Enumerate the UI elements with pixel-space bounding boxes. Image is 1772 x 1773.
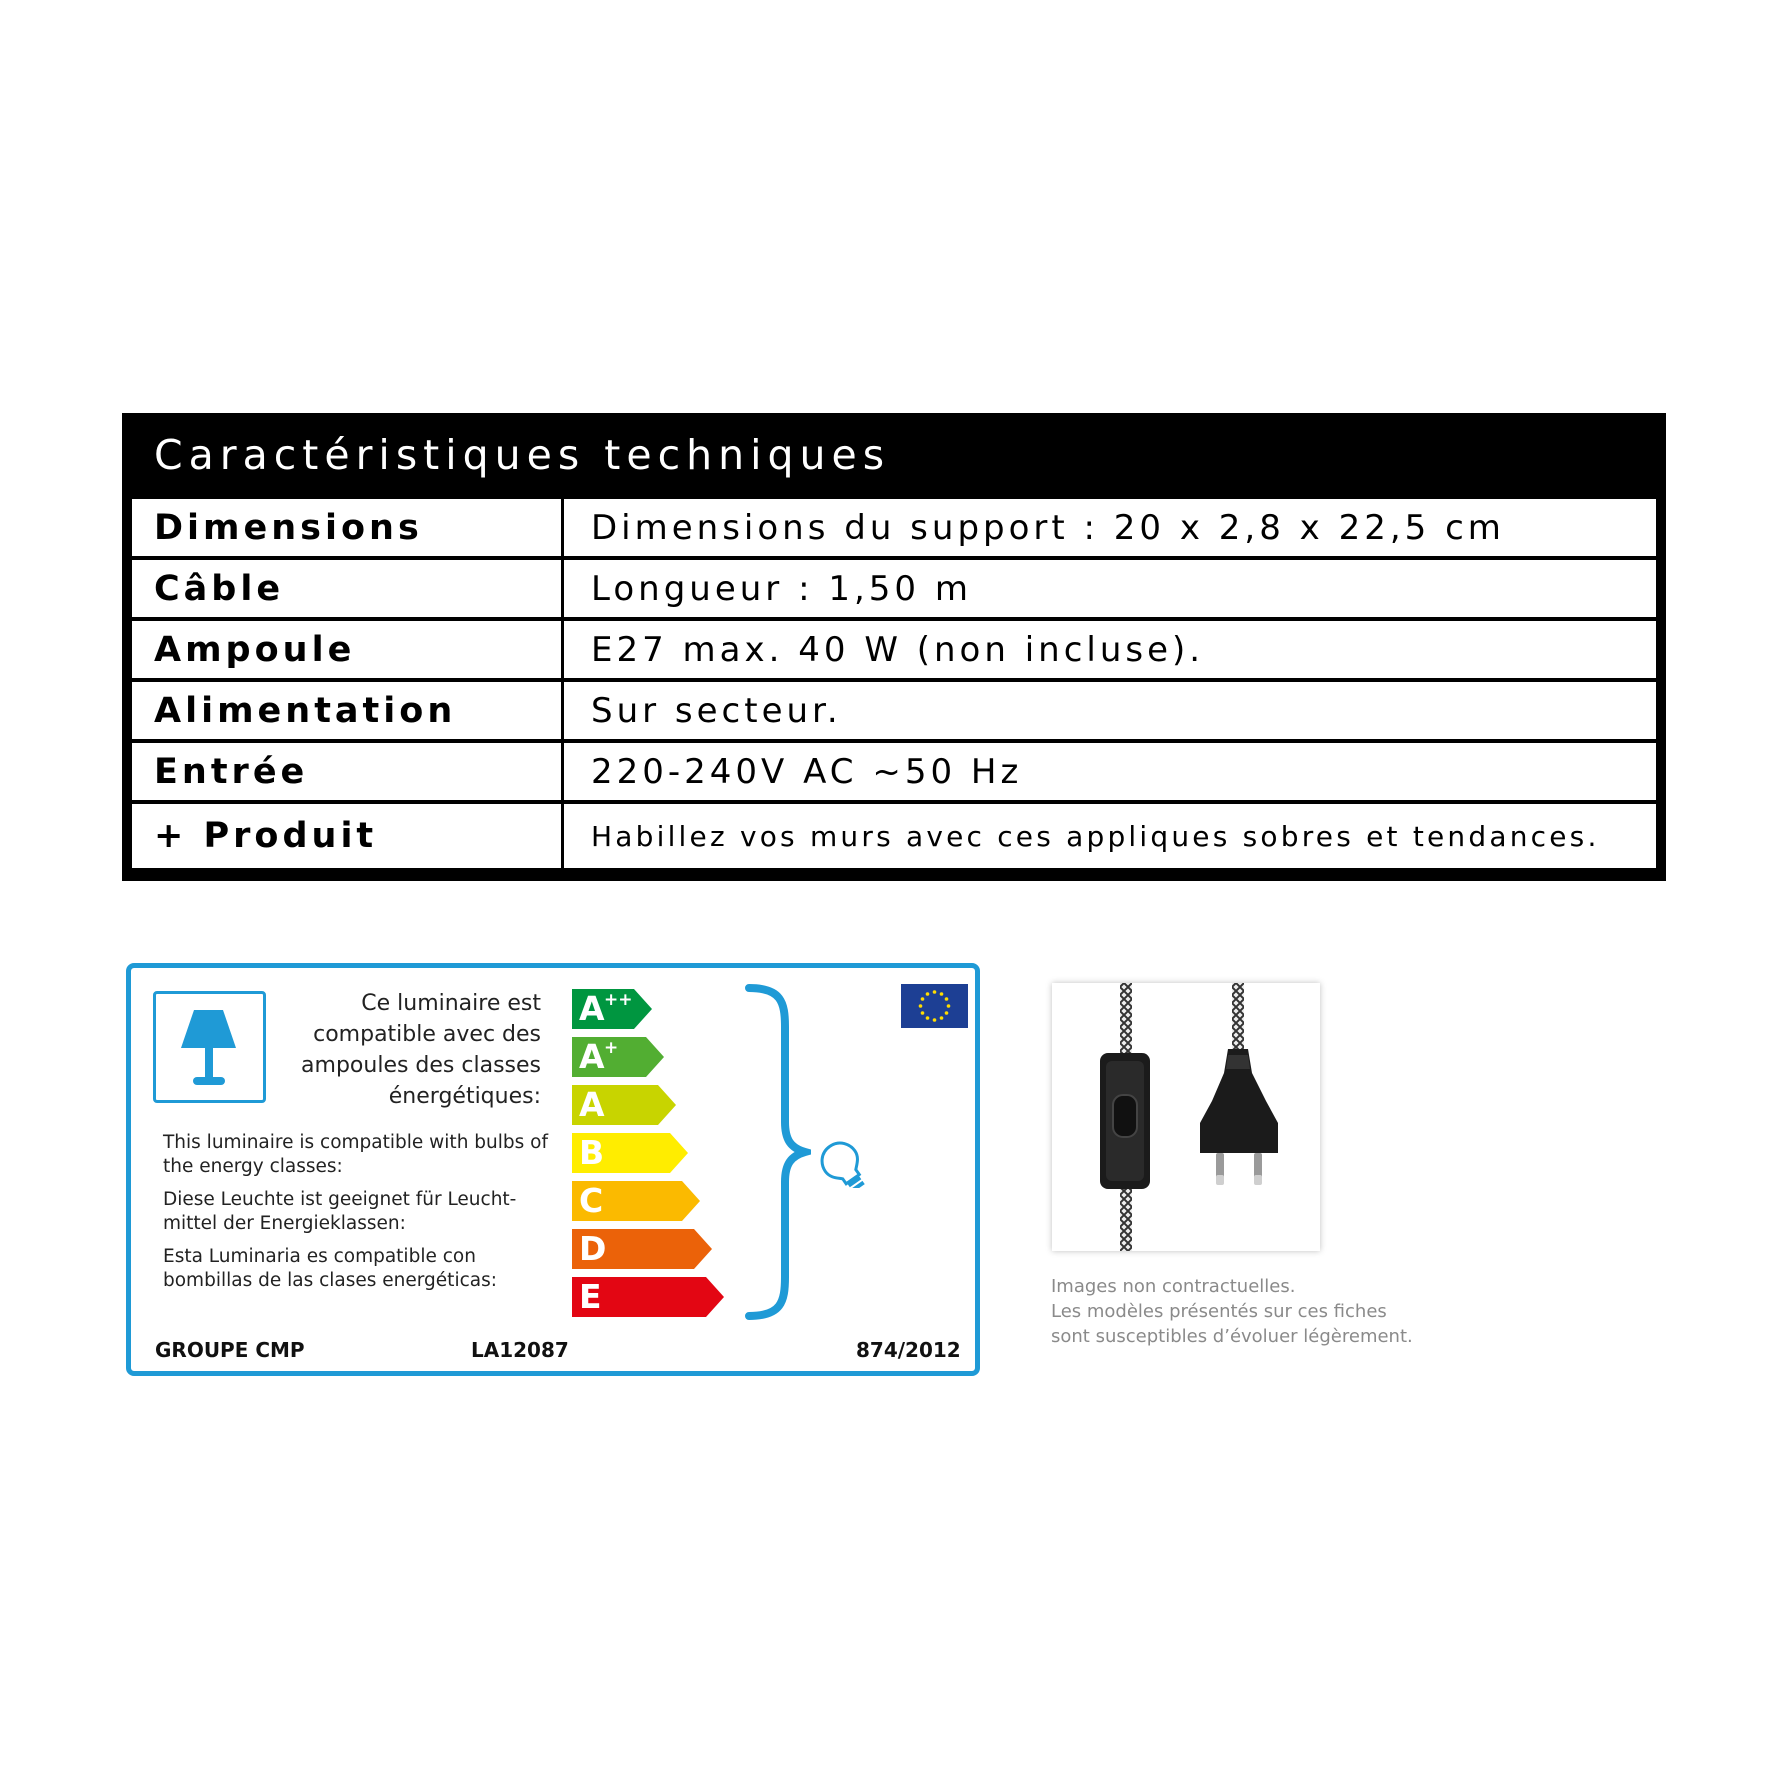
spec-value: 220-240V AC ~50 Hz: [564, 743, 1656, 800]
model-code: LA12087: [471, 1338, 569, 1362]
cable: [1120, 983, 1132, 1063]
product-photo: [1052, 983, 1320, 1251]
spec-value: Longueur : 1,50 m: [564, 560, 1656, 617]
lamp-icon: [153, 991, 266, 1103]
spec-label: Alimentation: [132, 682, 561, 739]
spec-label: Ampoule: [132, 621, 561, 678]
energy-class-letter: A: [579, 1037, 605, 1076]
disclaimer-line: Les modèles présentés sur ces fiches: [1051, 1301, 1387, 1322]
supplier-name: GROUPE CMP: [155, 1338, 305, 1362]
inline-switch: [1100, 1053, 1150, 1189]
energy-class-sup: ++: [604, 990, 633, 1010]
spec-row-ampoule: [132, 621, 1656, 678]
spec-value: E27 max. 40 W (non incluse).: [564, 621, 1656, 678]
spec-row-entree: [132, 743, 1656, 800]
spec-value: Sur secteur.: [564, 682, 1656, 739]
brace-icon: [741, 982, 811, 1322]
spec-row-cable: [132, 560, 1656, 617]
spec-value: Habillez vos murs avec ces appliques sobres et tendances.: [564, 804, 1656, 868]
spec-title: Caractéristiques techniques: [154, 431, 891, 479]
regulation-number: 874/2012: [856, 1338, 961, 1362]
bulb-icon: [819, 1128, 891, 1188]
de-compatibility-text: Diese Leuchte ist geeignet für Leucht-mittel der Energieklassen:: [163, 1189, 517, 1234]
spec-row-dimensions: [132, 499, 1656, 556]
spec-label: Entrée: [132, 743, 561, 800]
disclaimer-line: sont susceptibles d’évoluer légèrement.: [1051, 1326, 1413, 1347]
spec-label: Dimensions: [132, 499, 561, 556]
fr-compatibility-text: Ce luminaire est compatible avec des ampoules des classes énergétiques:: [301, 991, 541, 1109]
plug: [1200, 1049, 1278, 1185]
spec-row-alimentation: [132, 682, 1656, 739]
spec-value: Dimensions du support : 20 x 2,8 x 22,5 cm: [564, 499, 1656, 556]
energy-class-letter: A: [579, 989, 605, 1028]
en-compatibility-text: This luminaire is compatible with bulbs of the energy classes:: [163, 1132, 548, 1177]
cable: [1120, 1183, 1132, 1251]
energy-class-letter: E: [579, 1277, 602, 1316]
cable: [1232, 983, 1244, 1053]
spec-label: + Produit: [132, 804, 561, 868]
spec-table-body: [132, 497, 1656, 871]
spec-row-produit: [132, 804, 1656, 868]
energy-class-letter: B: [579, 1133, 605, 1172]
disclaimer: [1051, 1274, 1471, 1349]
energy-label: [126, 963, 980, 1376]
spec-table: [122, 413, 1666, 881]
energy-class-letter: C: [579, 1181, 604, 1220]
eu-flag-icon: [901, 984, 968, 1028]
energy-class-sup: +: [604, 1038, 619, 1058]
energy-class-letter: A: [579, 1085, 605, 1124]
spec-label: Câble: [132, 560, 561, 617]
disclaimer-line: Images non contractuelles.: [1051, 1276, 1296, 1297]
es-compatibility-text: Esta Luminaria es compatible con bombillas de las clases energéticas:: [163, 1246, 497, 1291]
energy-class-letter: D: [579, 1229, 607, 1268]
